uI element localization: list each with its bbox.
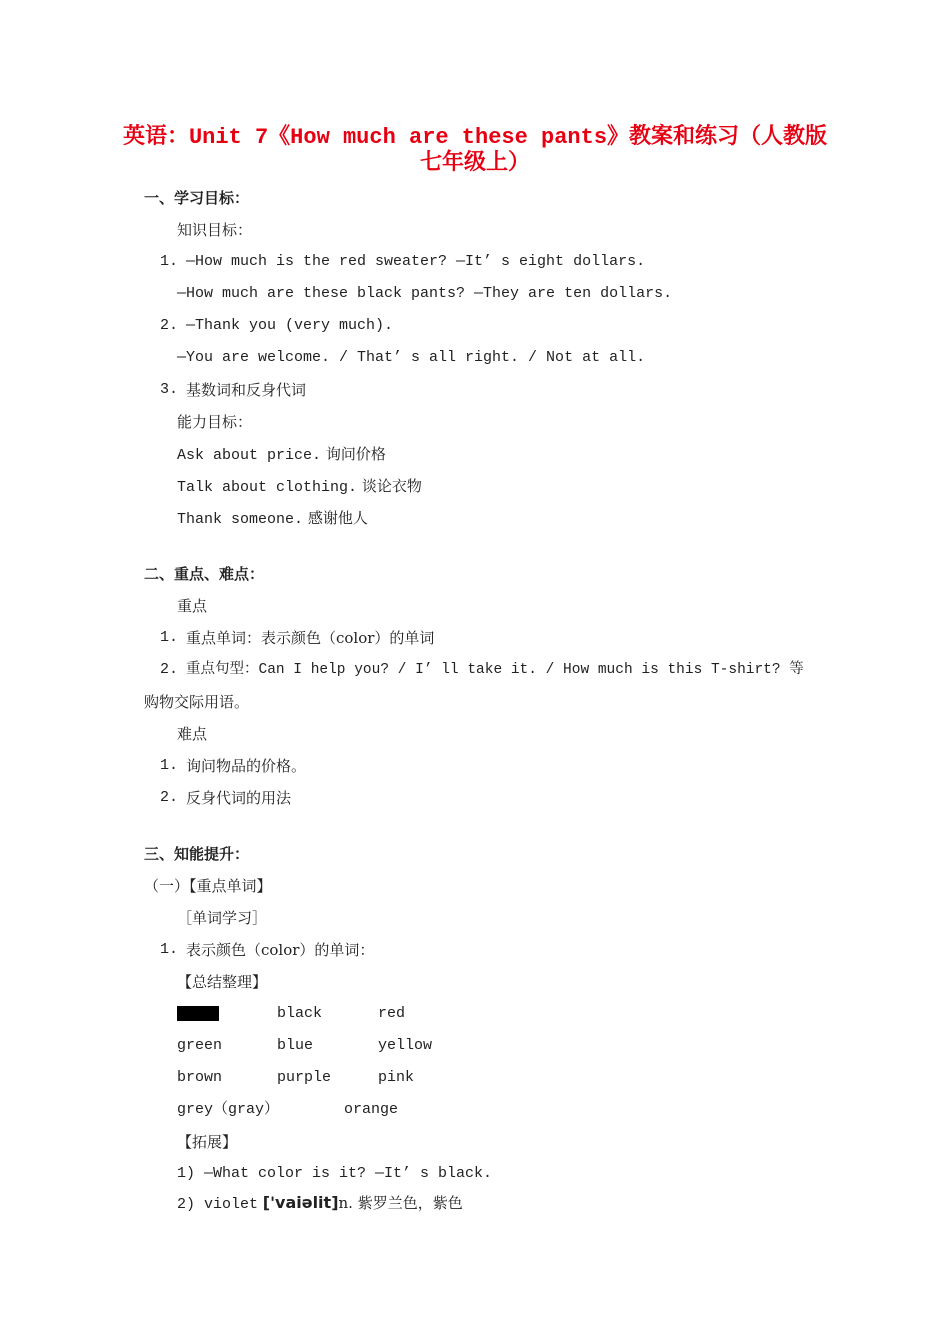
ability-item <box>177 444 386 466</box>
title-prefix: 英语： <box>122 124 189 149</box>
color-word: red <box>378 1005 406 1022</box>
section1-heading: 一、学习目标： <box>144 189 250 207</box>
study-label: ［单词学习］ <box>177 909 268 927</box>
list-item: —You are welcome. / That’ s all right. / Not at all. <box>177 349 646 366</box>
ability-en: Thank someone. <box>177 511 304 528</box>
ability-zh: 谈论衣物 <box>361 477 422 495</box>
ability-item <box>177 508 368 530</box>
color-words-intro: 表示颜色（color）的单词： <box>186 941 375 959</box>
color-word: yellow <box>378 1037 433 1054</box>
list-number: 1. <box>160 629 179 646</box>
list-item: 基数词和反身代词 <box>186 381 307 399</box>
color-word: black <box>277 1005 323 1022</box>
key-label: 重点 <box>177 597 208 615</box>
title-unit: Unit 7《How much are these pants》 <box>188 125 630 150</box>
list-number: 2. <box>160 789 179 806</box>
list-number: 2. <box>160 661 179 678</box>
difficulty-1: 询问物品的价格。 <box>186 757 307 775</box>
section2-heading: 二、重点、难点： <box>144 565 265 583</box>
color-word: green <box>177 1037 223 1054</box>
key-point-2-cont: 购物交际用语。 <box>144 693 250 711</box>
list-number: 1. <box>160 941 179 958</box>
expand-example-2 <box>177 1193 463 1215</box>
violet-definition: n. 紫罗兰色，紫色 <box>338 1194 463 1212</box>
black-color-swatch <box>177 1006 219 1021</box>
color-word: orange <box>344 1101 399 1118</box>
difficulty-label: 难点 <box>177 725 208 743</box>
list-item: —How much are these black pants? —They are ten dollars. <box>177 285 673 302</box>
list-item: —Thank you (very much). <box>186 317 394 334</box>
key-point-2: 重点句型：Can I help you? / I’ ll take it. / How much is this T-shirt? 等 <box>186 662 804 678</box>
list-number: 3. <box>160 381 179 398</box>
ability-label: 能力目标： <box>177 413 253 431</box>
subsection-heading: （一）【重点单词】 <box>144 877 272 895</box>
list-number: 1. <box>160 757 179 774</box>
violet-word: 2) violet <box>177 1196 259 1213</box>
ability-zh: 感谢他人 <box>307 509 368 527</box>
document-title-line2: 七年级上） <box>419 150 530 175</box>
ability-en: Talk about clothing. <box>177 479 358 496</box>
expand-label: 【拓展】 <box>177 1133 238 1151</box>
color-word: pink <box>378 1069 415 1086</box>
list-number: 1. <box>160 253 179 270</box>
ability-zh: 询问价格 <box>325 445 386 463</box>
list-item: —How much is the red sweater? —It’ s eight dollars. <box>186 253 646 270</box>
section3-heading: 三、知能提升： <box>144 845 250 863</box>
color-word: grey（gray） <box>177 1101 280 1118</box>
color-word: purple <box>277 1069 332 1086</box>
knowledge-label: 知识目标： <box>177 221 253 239</box>
difficulty-2: 反身代词的用法 <box>186 789 292 807</box>
ability-item <box>177 476 422 498</box>
title-suffix: 教案和练习（人教版 <box>629 124 828 149</box>
list-number: 2. <box>160 317 179 334</box>
expand-example-1: 1) —What color is it? —It’ s black. <box>177 1165 493 1182</box>
color-word: brown <box>177 1069 223 1086</box>
document-title <box>0 124 950 151</box>
phonetic-transcription: ['vaiəlit] <box>262 1193 339 1212</box>
ability-en: Ask about price. <box>177 447 322 464</box>
summary-label: 【总结整理】 <box>177 973 268 991</box>
color-word: blue <box>277 1037 314 1054</box>
key-point-1: 重点单词：表示颜色（color）的单词 <box>186 629 435 647</box>
